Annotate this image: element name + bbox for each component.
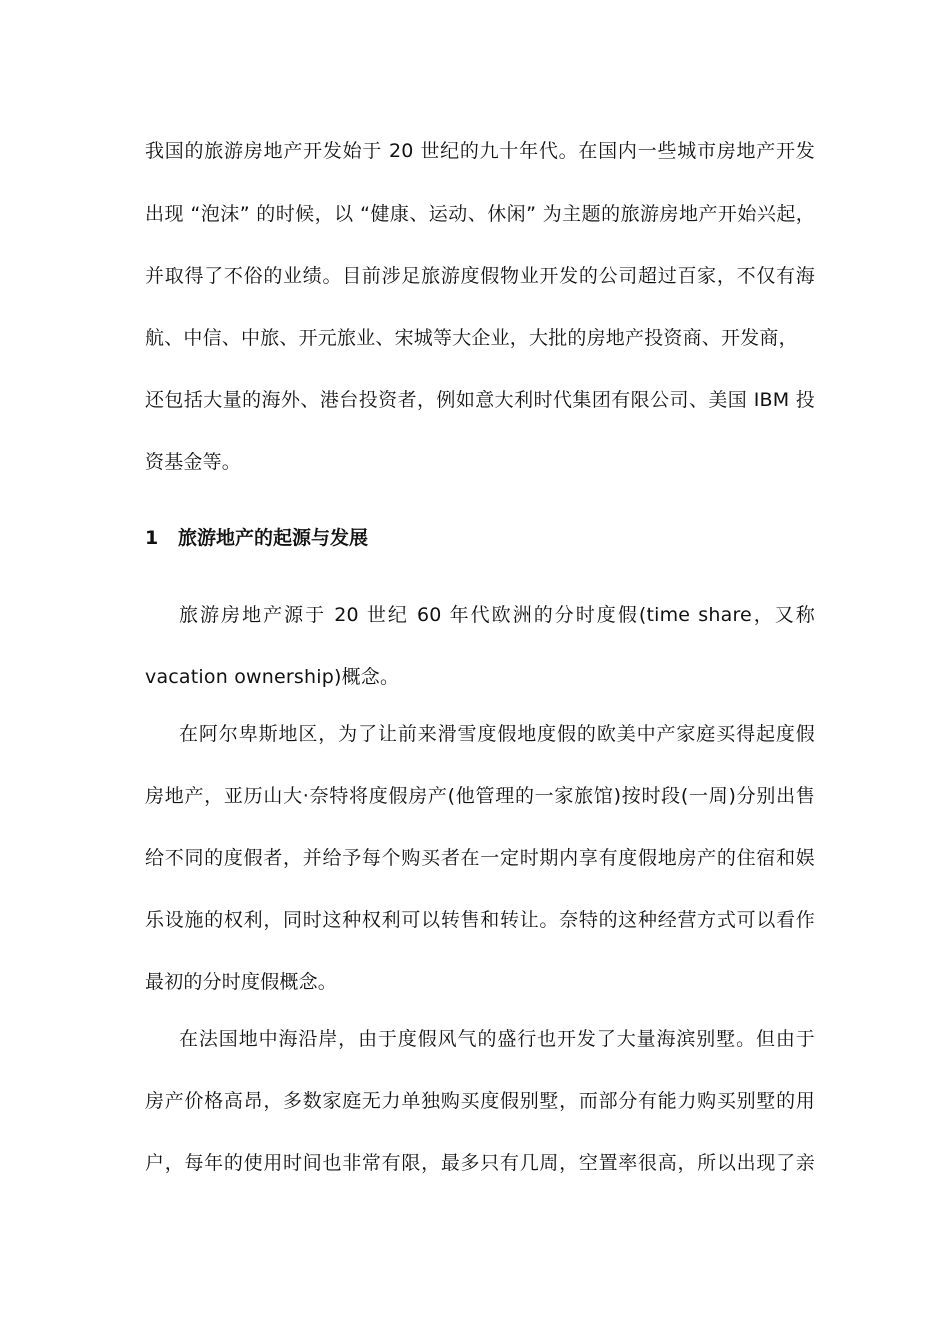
para2-line-3: 给不同的度假者，并给予每个购买者在一定时期内享有度假地房产的住宿和娱: [145, 847, 815, 869]
para2-line-1: 在阿尔卑斯地区，为了让前来滑雪度假地度假的欧美中产家庭买得起度假: [179, 723, 815, 745]
intro-line-4: 航、中信、中旅、开元旅业、宋城等大企业，大批的房地产投资商、开发商，: [145, 327, 798, 349]
para3-line-3: 户，每年的使用时间也非常有限，最多只有几周，空置率很高，所以出现了亲: [145, 1152, 815, 1174]
intro-line-2: 出现 “泡沫” 的时候，以 “健康、运动、休闲” 为主题的旅游房地产开始兴起，: [145, 203, 815, 225]
intro-line-3: 并取得了不俗的业绩。目前涉足旅游度假物业开发的公司超过百家，不仅有海: [145, 265, 815, 287]
para2-line-2: 房地产，亚历山大·奈特将度假房产(他管理的一家旅馆)按时段(一周)分别出售: [145, 785, 815, 807]
section-title: 旅游地产的起源与发展: [178, 527, 369, 549]
intro-line-6: 资基金等。: [145, 451, 242, 473]
intro-line-1: 我国的旅游房地产开发始于 20 世纪的九十年代。在国内一些城市房地产开发: [145, 140, 815, 162]
para3-line-2: 房产价格高昂，多数家庭无力单独购买度假别墅，而部分有能力购买别墅的用: [145, 1090, 815, 1112]
para2-line-4: 乐设施的权利，同时这种权利可以转售和转让。奈特的这种经营方式可以看作: [145, 909, 815, 931]
para1-line-2: vacation ownership)概念。: [145, 666, 400, 688]
para1-line-1: 旅游房地产源于 20 世纪 60 年代欧洲的分时度假(time share，又称: [179, 604, 815, 626]
intro-line-5: 还包括大量的海外、港台投资者，例如意大利时代集团有限公司、美国 IBM 投: [145, 389, 815, 411]
section-heading: [145, 525, 368, 551]
section-number: 1: [145, 527, 159, 549]
para2-line-5: 最初的分时度假概念。: [145, 971, 338, 993]
para3-line-1: 在法国地中海沿岸，由于度假风气的盛行也开发了大量海滨别墅。但由于: [179, 1028, 815, 1050]
